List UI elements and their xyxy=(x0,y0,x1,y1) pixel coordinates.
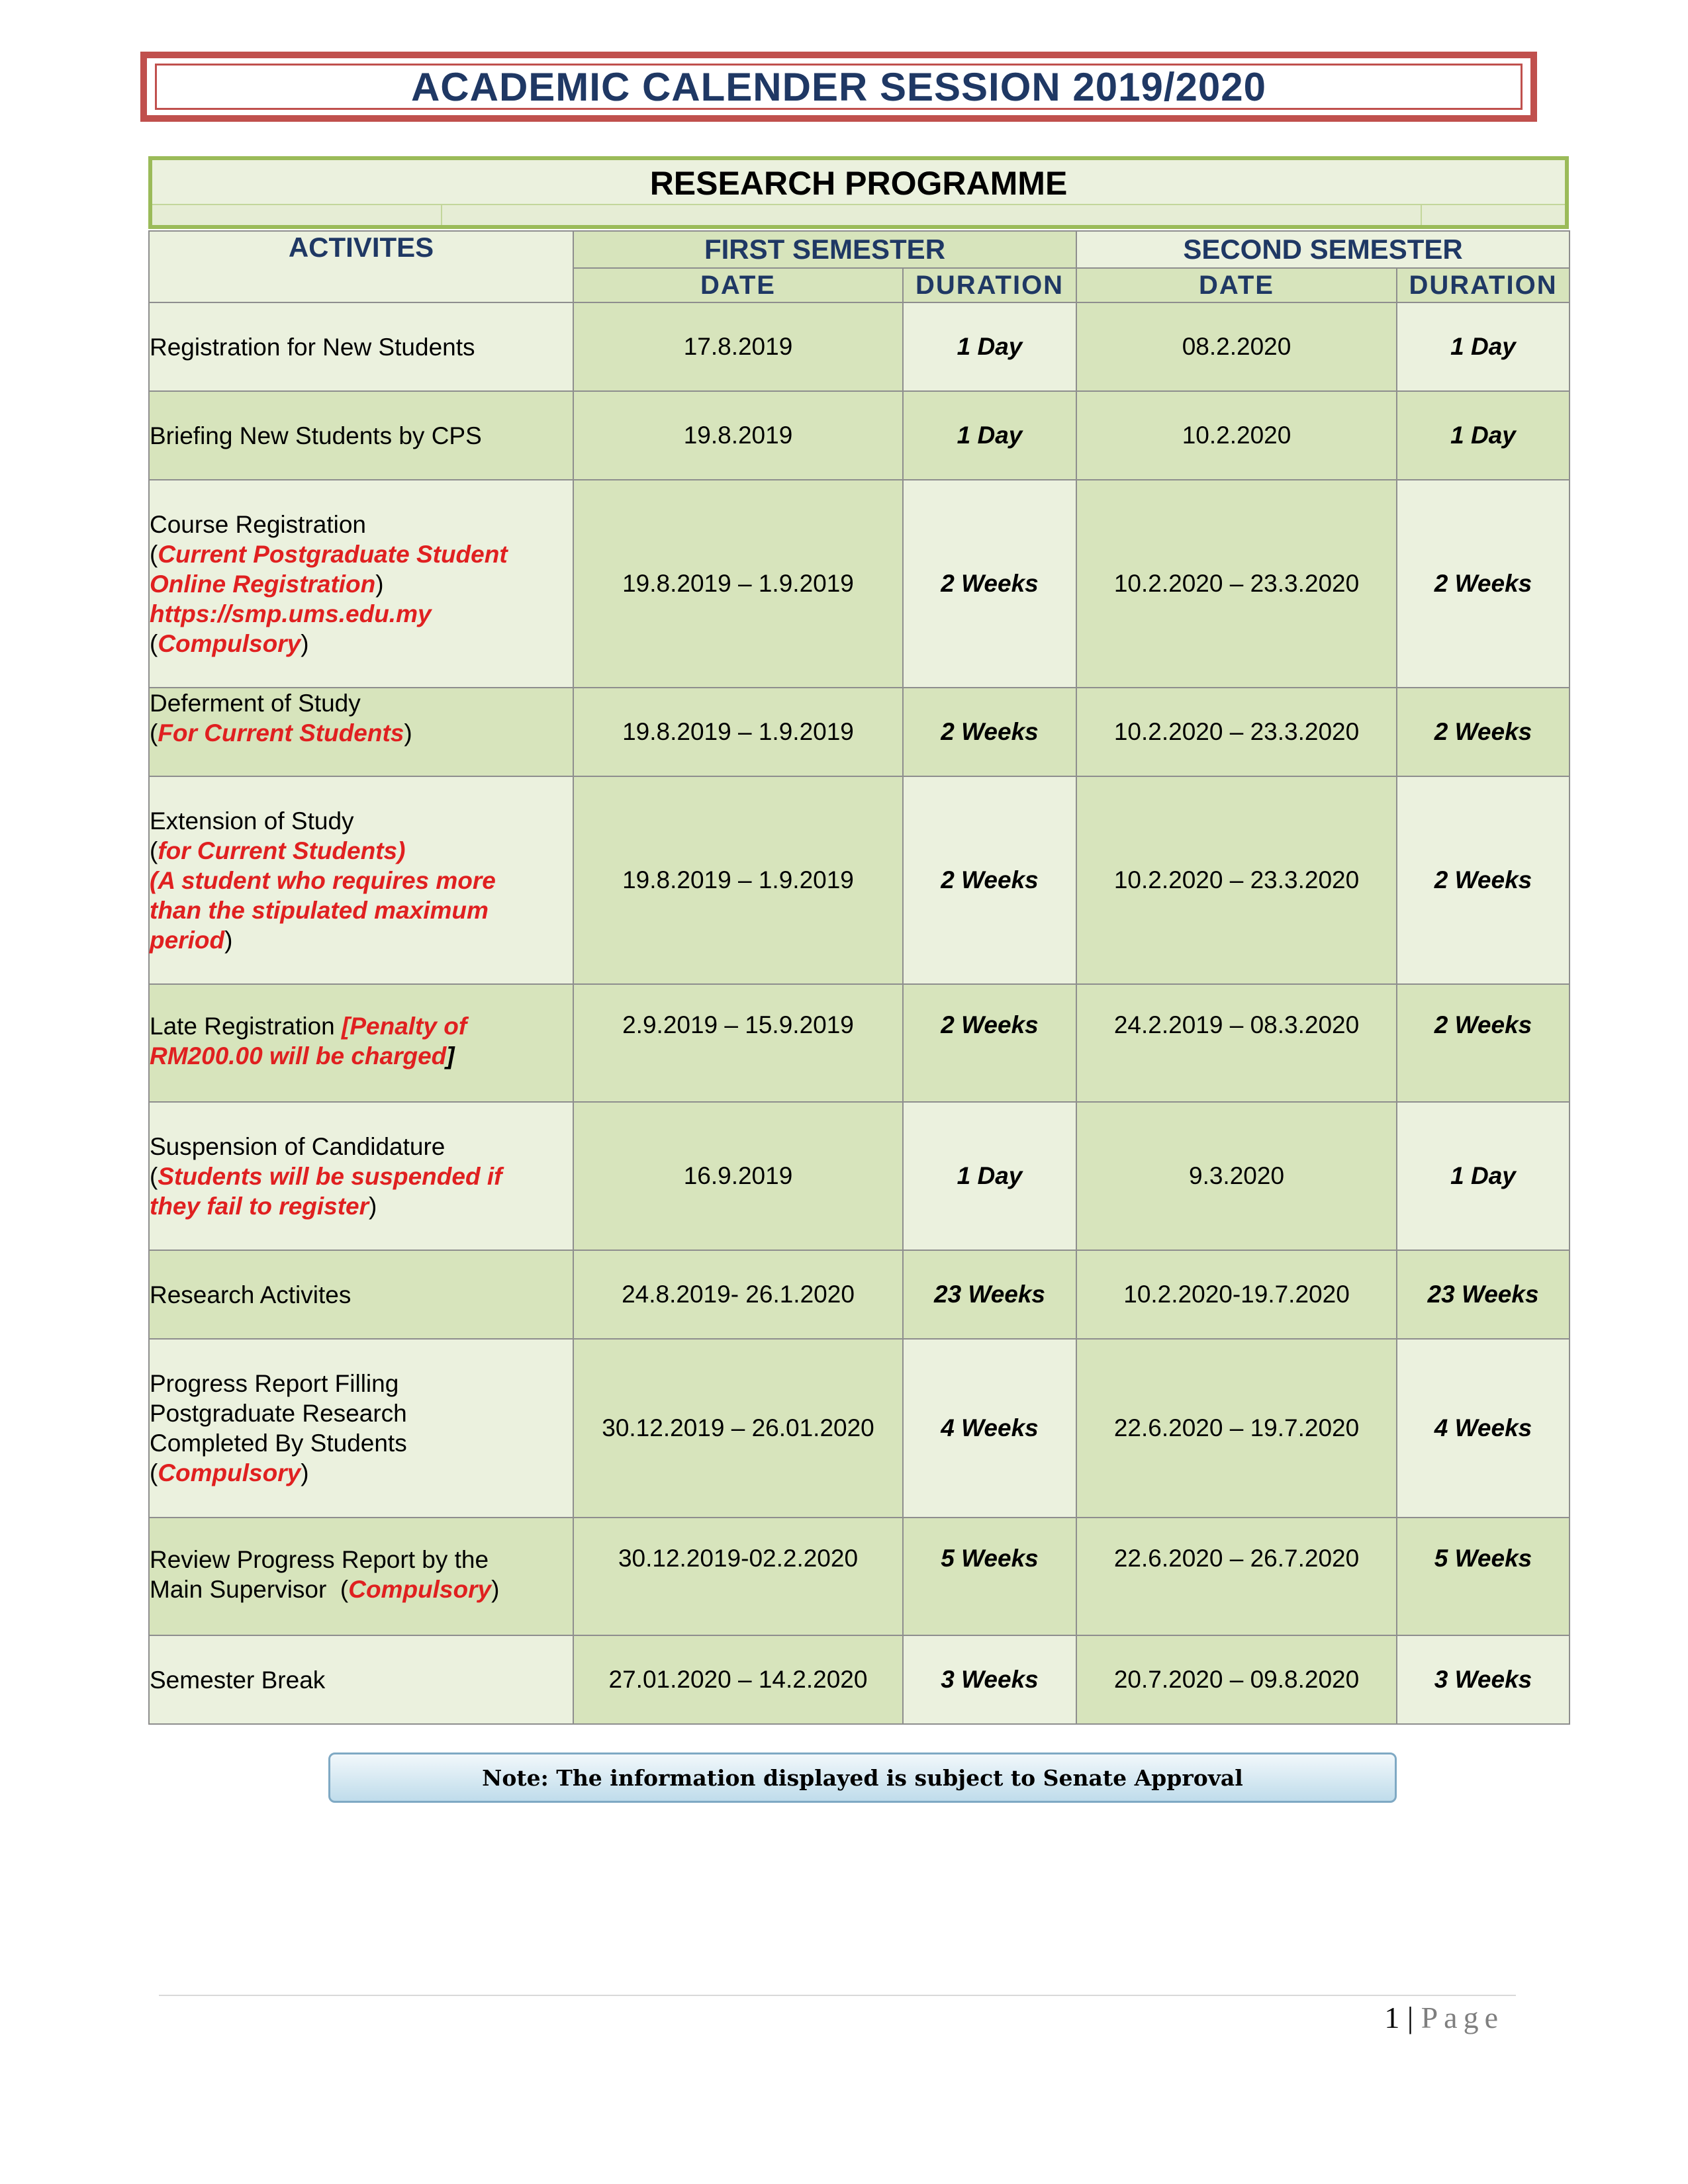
s2-duration-cell: 1 Day xyxy=(1397,391,1570,480)
s1-duration-cell: 1 Day xyxy=(903,391,1076,480)
table-row xyxy=(149,984,1570,1102)
s2-duration-cell: 2 Weeks xyxy=(1397,688,1570,776)
activity-label: Registration for New Students xyxy=(150,333,475,361)
s2-duration-cell: 2 Weeks xyxy=(1397,480,1570,688)
band-divider xyxy=(441,205,442,225)
s2-duration-cell: 2 Weeks xyxy=(1397,984,1570,1102)
activity-label: Progress Report Filling xyxy=(150,1370,399,1397)
table-row xyxy=(149,1102,1570,1250)
s2-date-cell: 9.3.2020 xyxy=(1076,1102,1397,1250)
programme-band-strip xyxy=(152,204,1565,225)
activity-note: Compulsory xyxy=(348,1576,492,1603)
page-separator: | xyxy=(1407,2001,1414,2034)
s1-date-cell: 24.8.2019- 26.1.2020 xyxy=(573,1250,903,1339)
activity-cell xyxy=(149,391,573,480)
s2-date-cell: 22.6.2020 – 26.7.2020 xyxy=(1076,1518,1397,1635)
activity-label: Deferment of Study xyxy=(150,690,361,717)
table-row xyxy=(149,1635,1570,1724)
registration-link[interactable]: https://smp.ums.edu.my xyxy=(150,600,432,627)
s2-duration-cell: 4 Weeks xyxy=(1397,1339,1570,1518)
s1-date-cell: 19.8.2019 – 1.9.2019 xyxy=(573,776,903,984)
activity-note: Current Postgraduate Student xyxy=(158,540,508,568)
activity-note: for Current Students) xyxy=(158,837,406,864)
activity-note: than the stipulated maximum xyxy=(150,896,489,924)
s1-date-cell: 19.8.2019 xyxy=(573,391,903,480)
activity-cell: Extension of Study (for Current Students) (A student who requires more than the stipulated maximum period) xyxy=(149,776,573,984)
table-row xyxy=(149,1250,1570,1339)
activity-note: RM200.00 will be charged xyxy=(150,1042,447,1069)
senate-approval-note: Note: The information displayed is subject to Senate Approval xyxy=(328,1752,1397,1803)
s1-duration-cell: 5 Weeks xyxy=(903,1518,1076,1635)
s2-duration-header: DURATION xyxy=(1397,268,1570,302)
s1-duration-cell: 1 Day xyxy=(903,1102,1076,1250)
s2-duration-cell: 3 Weeks xyxy=(1397,1635,1570,1724)
s1-duration-cell: 2 Weeks xyxy=(903,688,1076,776)
second-semester-header: SECOND SEMESTER xyxy=(1076,231,1570,268)
s2-duration-cell: 5 Weeks xyxy=(1397,1518,1570,1635)
s1-duration-cell: 23 Weeks xyxy=(903,1250,1076,1339)
s2-date-header: DATE xyxy=(1076,268,1397,302)
programme-band xyxy=(148,156,1569,229)
activity-label: Briefing New Students by CPS xyxy=(150,422,482,449)
s1-date-cell: 16.9.2019 xyxy=(573,1102,903,1250)
activity-note: (A student who requires more xyxy=(150,866,496,894)
s2-date-cell: 10.2.2020 – 23.3.2020 xyxy=(1076,480,1397,688)
s1-date-cell: 30.12.2019 – 26.01.2020 xyxy=(573,1339,903,1518)
s1-duration-cell: 2 Weeks xyxy=(903,480,1076,688)
activity-label: Main Supervisor xyxy=(150,1576,327,1603)
activity-label: Completed By Students xyxy=(150,1430,407,1457)
s2-date-cell: 08.2.2020 xyxy=(1076,302,1397,391)
s1-duration-header: DURATION xyxy=(903,268,1076,302)
activities-header: ACTIVITES xyxy=(149,231,573,302)
table-row xyxy=(149,1339,1570,1518)
activity-note: Compulsory xyxy=(158,629,301,657)
activity-cell xyxy=(149,1635,573,1724)
footer-divider xyxy=(159,1995,1516,1996)
table-row xyxy=(149,302,1570,391)
activity-note: Online Registration xyxy=(150,570,376,598)
activity-cell xyxy=(149,1250,573,1339)
s2-duration-cell: 23 Weeks xyxy=(1397,1250,1570,1339)
s2-date-cell: 10.2.2020 xyxy=(1076,391,1397,480)
table-row xyxy=(149,480,1570,688)
s2-duration-cell: 1 Day xyxy=(1397,1102,1570,1250)
activity-cell: Deferment of Study (For Current Students) xyxy=(149,688,573,776)
activity-note: Penalty of xyxy=(350,1013,467,1040)
s2-date-cell: 20.7.2020 – 09.8.2020 xyxy=(1076,1635,1397,1724)
s1-date-cell: 2.9.2019 – 15.9.2019 xyxy=(573,984,903,1102)
s1-date-header: DATE xyxy=(573,268,903,302)
activity-note: Compulsory xyxy=(158,1459,301,1486)
page-number-value: 1 xyxy=(1384,2001,1400,2034)
page-label: Page xyxy=(1421,2001,1504,2034)
s2-duration-cell: 1 Day xyxy=(1397,302,1570,391)
activity-label: Postgraduate Research xyxy=(150,1400,407,1427)
activity-cell: Suspension of Candidature (Students will be suspended if they fail to register) xyxy=(149,1102,573,1250)
activity-cell xyxy=(149,302,573,391)
s1-duration-cell: 3 Weeks xyxy=(903,1635,1076,1724)
s1-duration-cell: 2 Weeks xyxy=(903,984,1076,1102)
activity-label: Review Progress Report by the xyxy=(150,1546,489,1573)
activity-note: they fail to register xyxy=(150,1192,369,1220)
table-row xyxy=(149,1518,1570,1635)
activity-cell: Review Progress Report by the Main Supervisor (Compulsory) xyxy=(149,1518,573,1635)
s1-date-cell: 19.8.2019 – 1.9.2019 xyxy=(573,688,903,776)
band-divider xyxy=(1421,205,1422,225)
programme-title: RESEARCH PROGRAMME xyxy=(649,165,1068,202)
s1-date-cell: 27.01.2020 – 14.2.2020 xyxy=(573,1635,903,1724)
table-row xyxy=(149,776,1570,984)
activity-label: Suspension of Candidature xyxy=(150,1132,445,1160)
s2-duration-cell: 2 Weeks xyxy=(1397,776,1570,984)
table-row xyxy=(149,391,1570,480)
activity-cell: Course Registration (Current Postgraduate Student Online Registration) https://smp.ums.edu.my (Compulsory) xyxy=(149,480,573,688)
activity-cell: Progress Report Filling Postgraduate Research Completed By Students (Compulsory) xyxy=(149,1339,573,1518)
first-semester-header: FIRST SEMESTER xyxy=(573,231,1076,268)
s2-date-cell: 10.2.2020 – 23.3.2020 xyxy=(1076,776,1397,984)
s1-date-cell: 19.8.2019 – 1.9.2019 xyxy=(573,480,903,688)
activity-label: Course Registration xyxy=(150,510,366,538)
activity-label: Extension of Study xyxy=(150,807,354,835)
activity-note: period xyxy=(150,926,225,954)
activity-note: For Current Students xyxy=(158,719,404,747)
table-row xyxy=(149,688,1570,776)
page-number xyxy=(1384,2000,1504,2035)
s2-date-cell: 22.6.2020 – 19.7.2020 xyxy=(1076,1339,1397,1518)
s1-duration-cell: 4 Weeks xyxy=(903,1339,1076,1518)
s1-duration-cell: 1 Day xyxy=(903,302,1076,391)
activity-note: Students will be suspended if xyxy=(158,1162,502,1190)
title-inner-frame xyxy=(155,64,1523,110)
s1-duration-cell: 2 Weeks xyxy=(903,776,1076,984)
activity-label: Semester Break xyxy=(150,1666,326,1694)
activity-label: Research Activites xyxy=(150,1281,352,1308)
s1-date-cell: 17.8.2019 xyxy=(573,302,903,391)
s1-date-cell: 30.12.2019-02.2.2020 xyxy=(573,1518,903,1635)
activity-cell: Late Registration [Penalty of RM200.00 will be charged] xyxy=(149,984,573,1102)
page-title: ACADEMIC CALENDER SESSION 2019/2020 xyxy=(410,64,1267,109)
s2-date-cell: 24.2.2019 – 08.3.2020 xyxy=(1076,984,1397,1102)
s2-date-cell: 10.2.2020-19.7.2020 xyxy=(1076,1250,1397,1339)
title-frame xyxy=(140,52,1537,122)
calendar-table xyxy=(148,230,1570,1725)
s2-date-cell: 10.2.2020 – 23.3.2020 xyxy=(1076,688,1397,776)
activity-label: Late Registration xyxy=(150,1013,335,1040)
